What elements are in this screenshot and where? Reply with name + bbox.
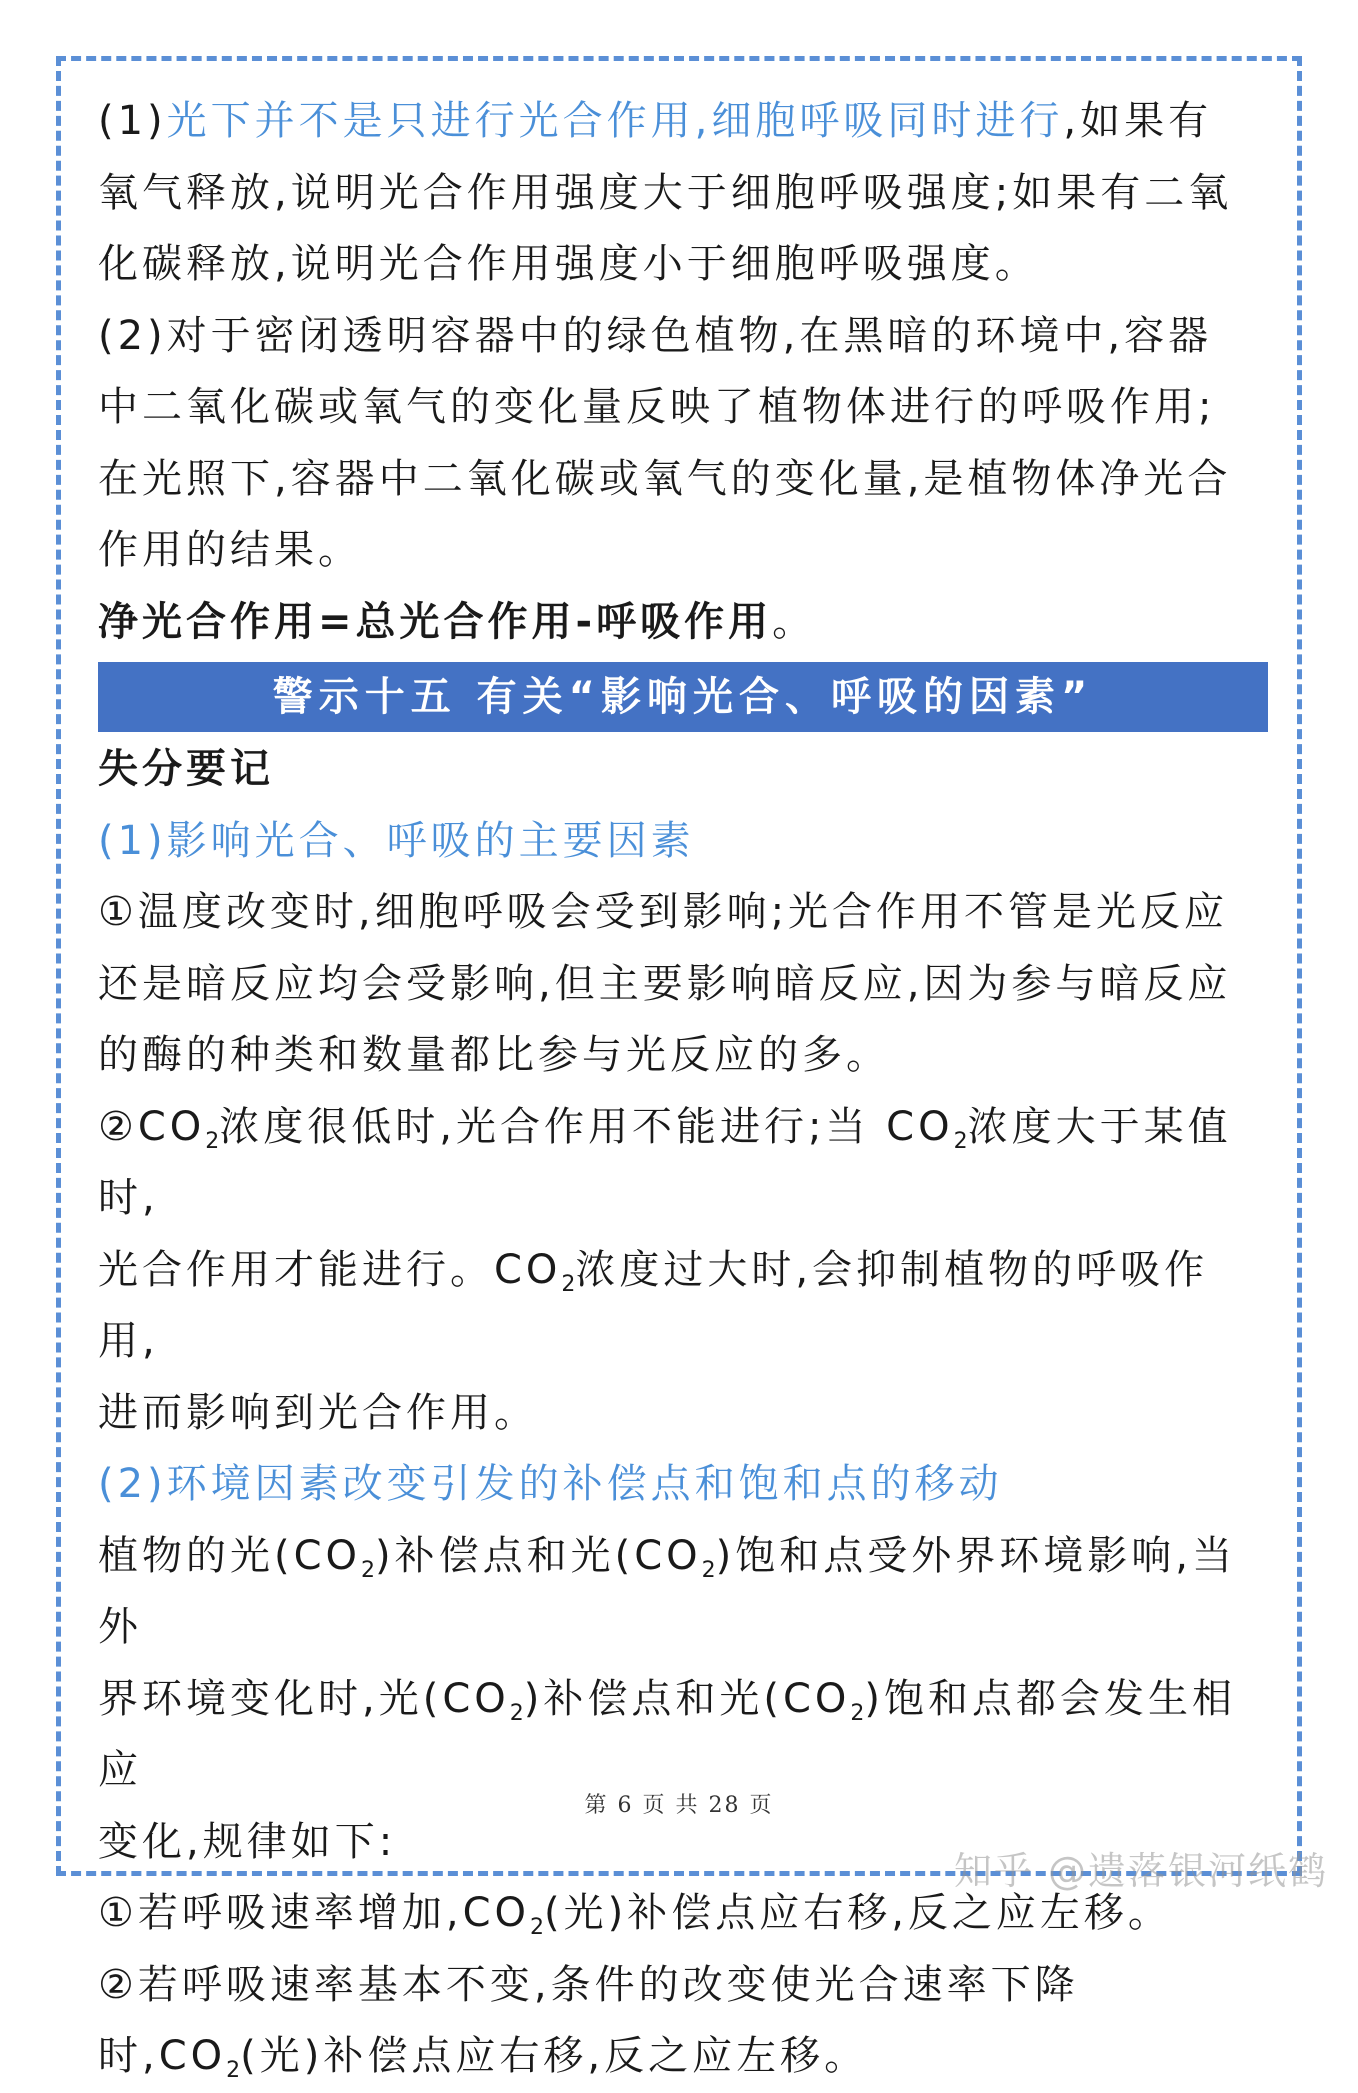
subscript: 2 xyxy=(509,1700,524,1726)
watermark: 知乎 @遗落银河纸鹤 xyxy=(953,1849,1328,1893)
item2-c: 浓度大于某值时, xyxy=(98,1103,1232,1221)
subscript: 2 xyxy=(561,1271,576,1297)
subscript: 2 xyxy=(850,1700,865,1726)
section-label: 失分要记 xyxy=(98,746,274,792)
p1-prefix: (1) xyxy=(98,98,167,144)
p3-d: 界环境变化时,光(CO xyxy=(98,1675,510,1722)
subscript: 2 xyxy=(530,1915,544,1940)
p2-line4: 作用的结果。 xyxy=(98,527,362,573)
p3-a: 植物的光(CO xyxy=(98,1532,362,1579)
item-1 xyxy=(98,877,1268,1092)
formula xyxy=(98,587,1268,659)
item2-b: 浓度很低时,光合作用不能进行;当 CO xyxy=(219,1103,954,1150)
p3-g: 变化,规律如下: xyxy=(98,1818,397,1865)
item2-e: 浓度过大时,会抑制植物的呼吸作用, xyxy=(98,1246,1209,1364)
p1-line2: 氧气释放,说明光合作用强度大于细胞呼吸强度;如果有二氧 xyxy=(98,169,1233,216)
item1-line2: 还是暗反应均会受影响,但主要影响暗反应,因为参与暗反应 xyxy=(98,960,1232,1007)
formula-text: 净光合作用=总光合作用-呼吸作用 xyxy=(98,598,773,645)
subscript: 2 xyxy=(205,1128,220,1154)
heading-2: (2)环境因素改变引发的补偿点和饱和点的移动 xyxy=(98,1461,1003,1507)
paragraph-2 xyxy=(98,301,1268,587)
rule2-line1: ②若呼吸速率基本不变,条件的改变使光合速率下降 xyxy=(98,1961,1079,2008)
subscript: 2 xyxy=(953,1128,968,1154)
p3-e: )补偿点和光(CO xyxy=(523,1675,851,1722)
item2-f: 进而影响到光合作用。 xyxy=(98,1389,538,1436)
p1-highlight: 光下并不是只进行光合作用,细胞呼吸同时进行 xyxy=(166,98,1064,144)
item2-d: 光合作用才能进行。CO xyxy=(98,1246,562,1293)
rule1-b: (光)补偿点应右移,反之应左移。 xyxy=(544,1890,1172,1936)
formula-end: 。 xyxy=(772,598,817,645)
p3-b: )补偿点和光(CO xyxy=(375,1532,702,1579)
heading-1: (1)影响光合、呼吸的主要因素 xyxy=(98,817,695,864)
rule1-a: ①若呼吸速率增加,CO xyxy=(98,1890,530,1936)
section-banner: 警示十五 有关“影响光合、呼吸的因素” xyxy=(98,662,1268,732)
subscript: 2 xyxy=(701,1557,716,1583)
rule2-a: 时,CO xyxy=(98,2033,227,2079)
p3-c: )饱和点受外界环境影响,当外 xyxy=(98,1532,1236,1650)
page-number: 第 6 页 共 28 页 xyxy=(584,1793,774,1818)
rule-2 xyxy=(98,1950,1268,2093)
item2-a: ②CO xyxy=(98,1103,206,1150)
p1-line1-rest: ,如果有 xyxy=(1063,98,1213,144)
p2-line1: (2)对于密闭透明容器中的绿色植物,在黑暗的环境中,容器 xyxy=(98,312,1213,359)
item1-line3: 的酶的种类和数量都比参与光反应的多。 xyxy=(98,1032,890,1078)
item1-line1: ①温度改变时,细胞呼吸会受到影响;光合作用不管是光反应 xyxy=(98,889,1229,935)
rule2-b: (光)补偿点应右移,反之应左移。 xyxy=(240,2033,869,2079)
p2-line2: 中二氧化碳或氧气的变化量反映了植物体进行的呼吸作用; xyxy=(98,384,1216,430)
p2-line3: 在光照下,容器中二氧化碳或氧气的变化量,是植物体净光合 xyxy=(98,455,1232,502)
p1-line3: 化碳释放,说明光合作用强度小于细胞呼吸强度。 xyxy=(98,241,1039,287)
paragraph-3 xyxy=(98,1521,1268,1879)
subscript: 2 xyxy=(361,1557,376,1583)
p3-f: )饱和点都会发生相应 xyxy=(98,1675,1236,1793)
paragraph-1 xyxy=(98,86,1268,301)
subscript: 2 xyxy=(226,2058,241,2083)
item-2 xyxy=(98,1092,1268,1450)
